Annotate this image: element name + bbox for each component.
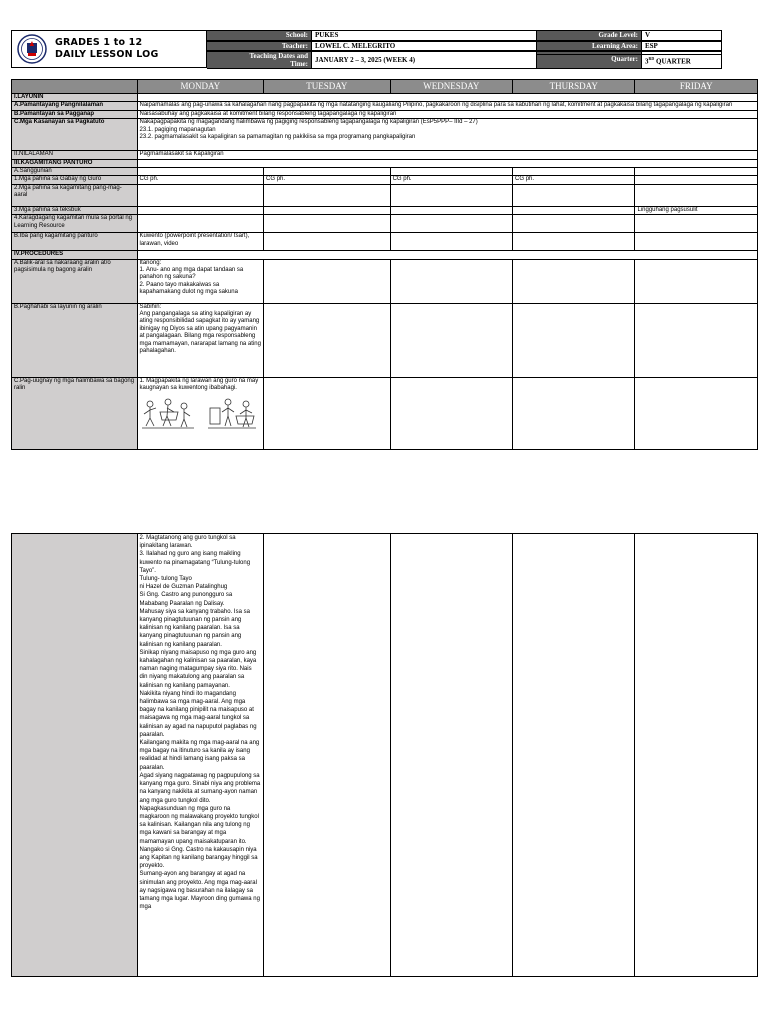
dates-label-line-1: Teaching Dates and [249, 52, 308, 60]
people-working-picture [206, 394, 258, 430]
empty-cell [137, 94, 757, 102]
story-paragraph: 2. Magtatanong ang guro tungkol sa ipinakitang larawan. [139, 535, 236, 550]
cell-fri [635, 233, 758, 251]
cell-mon [137, 377, 264, 449]
cell-thu [513, 534, 635, 977]
row-paghahabi [12, 303, 758, 377]
cell-tue [264, 184, 391, 206]
cell-thu: CG ph. [513, 176, 635, 184]
title-line-2: DAILY LESSON LOG [55, 49, 159, 60]
cell-thu [513, 303, 635, 377]
story-paragraph: 3. Ilalahad ng guro ang isang maikling kuwento na pinamagatang “Tulung-tulong Tayo”. [139, 551, 251, 574]
cell-thu [513, 233, 635, 251]
day-tuesday: TUESDAY [264, 80, 391, 94]
cell-tue [264, 215, 391, 233]
title-box [11, 30, 207, 68]
section-kagamitan [12, 159, 758, 167]
day-header-row [12, 80, 758, 94]
section-procedures [12, 251, 758, 259]
row-label: 4.Karagdagang kagamitan mula sa portal ng Learning Resource [12, 215, 138, 233]
lesson-table-continued [11, 533, 758, 977]
cell-fri [635, 534, 758, 977]
kasanayan-line-1: Nakapagpapakita ng magagandang halimbawa ng pagiging responsableng tagapangalaga ng kapaligiran (EsP5PPP– IIId – 27) [139, 119, 478, 126]
day-wednesday: WEDNESDAY [390, 80, 512, 94]
quarter-number: 3 [645, 57, 649, 66]
cell-fri [635, 184, 758, 206]
section-label: IV.PROCEDURES [12, 251, 138, 259]
cell-thu [513, 168, 635, 176]
cell-mon [137, 259, 264, 303]
dates-value: JANUARY 2 – 3, 2025 (WEEK 4) [312, 51, 537, 69]
story-paragraph: Sumang-ayon ang barangay at agad na sinimulan ang proyekto. Ang mga mag-aaral ay nagsigawa ng basurahan na ilalagay sa tamang mga lugar. Mayroon ding gumawa ng mga [139, 871, 260, 911]
story-paragraph: Tulung- tulong Tayo [139, 576, 192, 583]
continued-row [12, 534, 758, 977]
cell-tue [264, 168, 391, 176]
row-label: C.Mga Kasanayan sa Pagkatuto [12, 119, 138, 151]
cell-wed [390, 259, 512, 303]
cell-mon [137, 215, 264, 233]
day-monday: MONDAY [137, 80, 264, 94]
row-content [137, 119, 757, 151]
cell-mon [137, 168, 264, 176]
row-karagdagang-kagamitan [12, 215, 758, 233]
cell-fri: Lingguhang pagsusulit [635, 206, 758, 214]
story-paragraph: ni Hazel de Guzman Patalinghug [139, 584, 228, 591]
balik-line-1: Itanong: [139, 259, 162, 266]
row-label: B.Pamantayan sa Pagganap [12, 110, 138, 118]
cell-tue [264, 206, 391, 214]
row-kasanayan [12, 119, 758, 151]
row-balik-aral [12, 259, 758, 303]
lesson-table [11, 79, 758, 450]
empty-cell [137, 159, 757, 167]
section-layunin [12, 94, 758, 102]
info-grid [207, 30, 758, 68]
school-label: School: [207, 30, 312, 41]
row-pamantayang-pangnilalaman [12, 102, 758, 110]
story-paragraph: Si Gng. Castro ang punongguro sa Mababang Paaralan ng Dalisay. [139, 592, 233, 607]
story-paragraph: Nakikita niyang hindi ito magandang halimbawa sa mga mag-aaral. Ang mga bagay na kanilang pinipilit na maisapuso at maisagawa ng mga mag-aaral tungkol sa kalinisan ay agad na napuputol paglabas ng paaralan. [139, 690, 257, 738]
dates-label [207, 51, 312, 69]
row-nilalaman [12, 151, 758, 159]
row-label [12, 534, 138, 977]
grade-label: Grade Level: [537, 30, 642, 41]
row-label: 3.Mga pahina sa teksbuk [12, 206, 138, 214]
grade-value: V [642, 30, 722, 41]
row-label: B.Iba pang kagamitang panturo [12, 233, 138, 251]
page-one [11, 30, 758, 450]
cell-thu [513, 377, 635, 449]
day-friday: FRIDAY [635, 80, 758, 94]
cell-mon [137, 303, 264, 377]
paghahabi-line-2: Ang pangangalaga sa ating kapaligiran ay ating responsibilidad sapagkat ito ay yamang ibinigay ng Diyos sa atin upang pagyamanin at pangalagaan. Bilang mga responsableng mga mamamayan, nararapat lamang na ating pahalagahan. [139, 311, 261, 355]
cell-wed [390, 233, 512, 251]
row-sanggunian [12, 168, 758, 176]
story-paragraph: Napagkasunduan ng mga guro na magkaroon ng malawakang proyekto tungkol sa kalinisan. Kailangan nila ang tulong ng mga kawani sa barangay at mga mamamayan upang maisakatuparan ito. Nangako si Gng. Castro na kakausapin niya ang Kapitan ng kanilang barangay hinggil sa proyekto. [139, 805, 259, 870]
kasanayan-line-3: 23.2. pagmamalasakit sa kapaligiran sa pamamagitan ng pakikiisa sa mga programang pangkapaligiran [139, 134, 416, 141]
cell-mon [137, 184, 264, 206]
row-label: A.Balik-aral sa nakaraang aralin at/o pagsisimula ng bagong aralin [12, 259, 138, 303]
row-gabay-guro [12, 176, 758, 184]
school-value: PUKES [312, 30, 537, 41]
cell-wed [390, 184, 512, 206]
balik-line-2: 1. Anu- ano ang mga dapat tandaan sa panahon ng sakuna? [139, 267, 244, 281]
row-pamantayan-pagganap [12, 110, 758, 118]
cell-tue [264, 303, 391, 377]
row-teksbuk [12, 206, 758, 214]
cell-mon: CG ph. [137, 176, 264, 184]
teacher-label: Teacher: [207, 41, 312, 52]
cell-fri [635, 303, 758, 377]
cell-thu [513, 206, 635, 214]
cell-tue [264, 377, 391, 449]
row-kagamitang-mag-aaral [12, 184, 758, 206]
story-pictures [140, 394, 262, 430]
learning-area-value: ESP [642, 41, 722, 52]
cell-fri [635, 215, 758, 233]
people-cleaning-picture [140, 394, 196, 430]
row-label: A.Pamantayang Pangnilalaman [12, 102, 138, 110]
row-label: B.Paghahabi sa layunin ng aralin [12, 303, 138, 377]
dates-label-line-2: Time: [290, 60, 308, 68]
row-label: C.Pag-uugnay ng mga halimbawa sa bagong ralin [12, 377, 138, 449]
story-paragraph: Agad siyang nagpatawag ng pagpupulong sa kanyang mga guro. Sinabi niya ang problema na kanyang nakikita at sumang-ayon naman ang mga guro tungkol dito. [139, 772, 261, 804]
cell-fri [635, 377, 758, 449]
cell-wed [390, 303, 512, 377]
cell-wed [390, 534, 512, 977]
cell-tue: CG ph. [264, 176, 391, 184]
page-two [11, 533, 758, 977]
section-label: I.LAYUNIN [12, 94, 138, 102]
cell-fri [635, 168, 758, 176]
deped-seal-icon [17, 34, 47, 64]
cell-wed [390, 168, 512, 176]
row-label: 2.Mga pahina sa kagamitang pang-mag-aaral [12, 184, 138, 206]
header [11, 30, 758, 68]
learning-area-label: Learning Area: [537, 41, 642, 52]
story-paragraph: Sinikap niyang maisapuso ng mga guro ang kahalagahan ng kalinisan sa paaralan, kaya naman naging matagumpay siya rito. Nais din niyang makatulong ang paaralan sa kalinisan ng kanilang pamayanan. [139, 649, 257, 689]
cell-thu [513, 184, 635, 206]
info-spacer [722, 30, 758, 69]
title-line-1: GRADES 1 to 12 [55, 37, 143, 48]
row-iba-pang-kagamitan [12, 233, 758, 251]
cell-tue [264, 534, 391, 977]
quarter-label: Quarter: [537, 54, 642, 69]
row-pag-uugnay [12, 377, 758, 449]
balik-line-3: 2. Paano tayo makakaiwas sa kapahamakang dulot ng mga sakuna [139, 281, 238, 296]
quarter-suffix: RD [648, 56, 655, 62]
cell-wed [390, 215, 512, 233]
row-label: 1.Mga pahina sa Gabay ng Guro [12, 176, 138, 184]
paguugnay-text: 1. Magpapakita ng larawan ang guro na may kaugnayan sa kuwentong ibabahagi. [139, 377, 259, 392]
cell-wed [390, 377, 512, 449]
empty-cell [137, 251, 757, 259]
row-content: Naipamamalas ang pag-unawa sa kahalagahan nang pagpapakita ng mga natatanging kaugaliang Pilipino, pagkakaroon ng disiplina para sa kabutihan ng lahat, komitment at pagkakaisa bilang tagapangalaga ng kapaligiran [137, 102, 757, 110]
row-label: II.NILALAMAN [12, 151, 138, 159]
cell-mon [137, 534, 264, 977]
story-paragraph: Kailangang makita ng mga mag-aaral na ang mga bagay na itinuturo sa kanila ay isang realidad at hindi lamang isang paksa sa paaralan. [139, 740, 260, 771]
corner-cell [12, 80, 138, 94]
section-label: III.KAGAMITANG PANTURO [12, 159, 138, 167]
quarter-word: QUARTER [654, 57, 691, 66]
story-text [140, 534, 262, 911]
row-content: Naisasabuhay ang pagkakaisa at komitment bilang responsableng tagapangalaga ng kapaligiran [137, 110, 757, 118]
day-thursday: THURSDAY [513, 80, 635, 94]
row-label: A.Sanggunian [12, 168, 138, 176]
story-paragraph: Mahusay siya sa kanyang trabaho. Isa sa kanyang pinagtutuunan ng pansin ang kalinisan ng kanilang paaralan. Isa sa kanyang pinagtutuunan ng pansin ang kalinisan ng kanilang paaralan. [139, 608, 250, 648]
cell-fri [635, 259, 758, 303]
cell-tue [264, 233, 391, 251]
kasanayan-line-2: 23.1. pagiging mapanagutan [139, 126, 216, 133]
teacher-value: LOWEL C. MELEGRITO [312, 41, 537, 52]
quarter-value [642, 54, 722, 69]
cell-wed: CG ph. [390, 176, 512, 184]
cell-thu [513, 259, 635, 303]
form-title [55, 37, 158, 61]
cell-fri [635, 176, 758, 184]
cell-tue [264, 259, 391, 303]
cell-wed [390, 206, 512, 214]
cell-mon: Kuwento (powerpoint presentation/ tsart), larawan, video [137, 233, 264, 251]
cell-thu [513, 215, 635, 233]
row-content: Pagmamalasakit sa Kapaligiran [137, 151, 757, 159]
cell-mon [137, 206, 264, 214]
paghahabi-line-1: Sabihin: [139, 303, 162, 310]
